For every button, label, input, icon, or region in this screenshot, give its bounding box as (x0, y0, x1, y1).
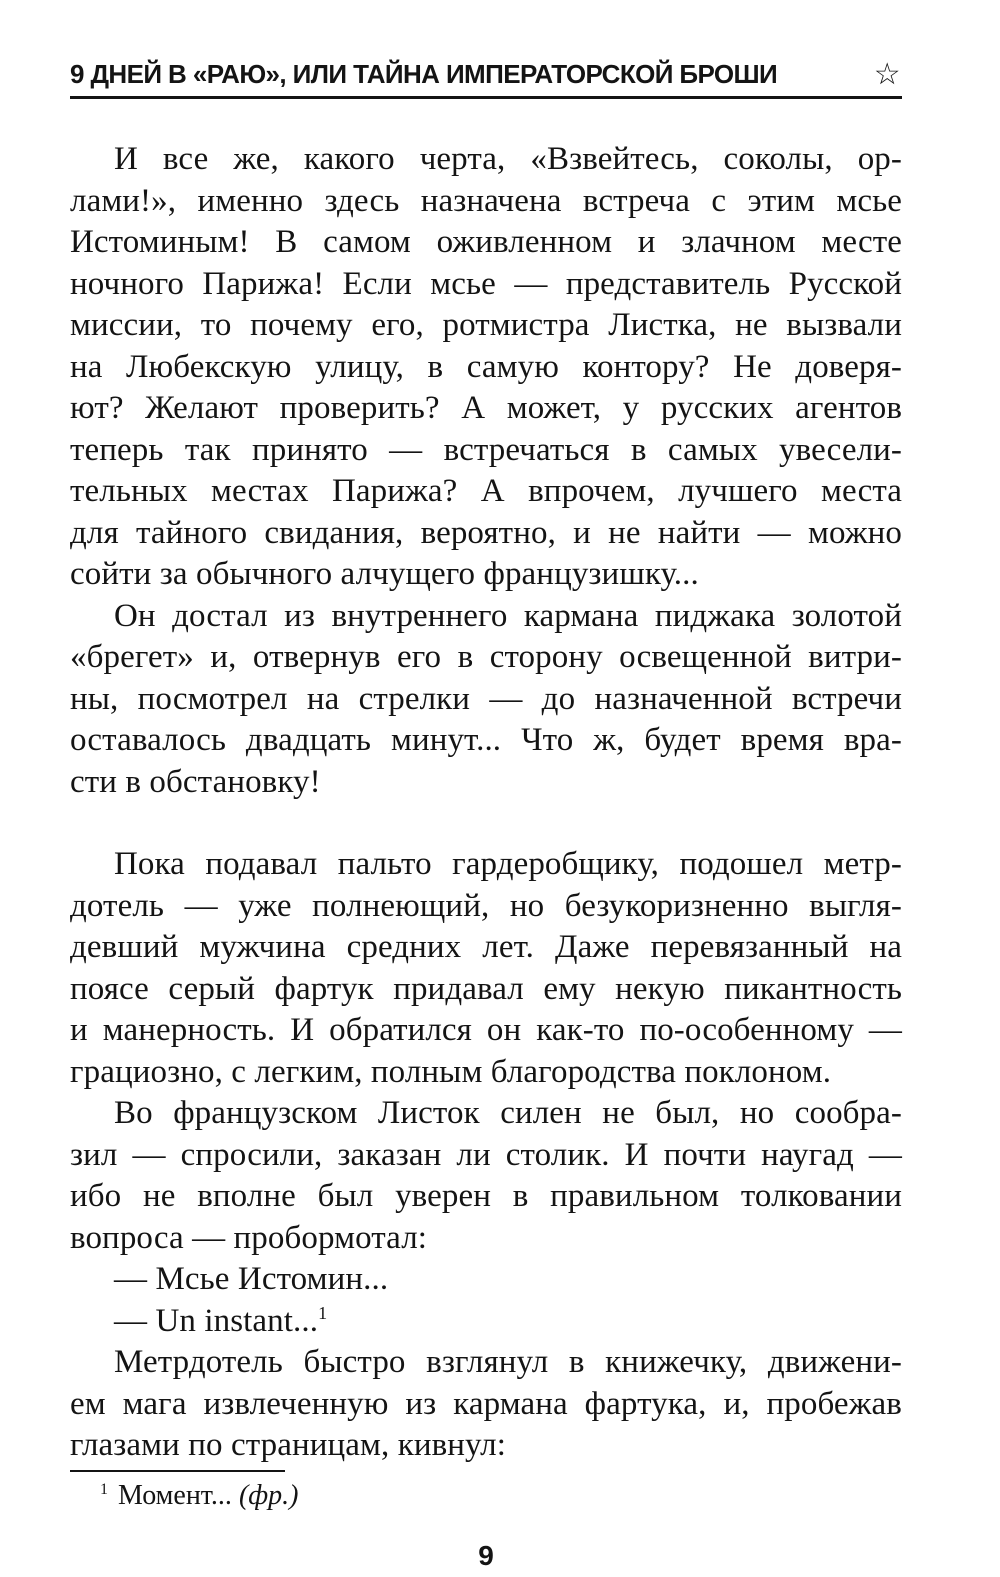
text-line: сойти за обычного алчущего французишку... (70, 556, 699, 592)
text-line: для тайного свидания, вероятно, и не найти — можно (70, 514, 902, 551)
footnote-reference[interactable]: 1 (318, 1302, 328, 1323)
text-line: И все же, какого черта, «Взвейтесь, соколы, ор- (114, 141, 902, 177)
text-line: на Любекскую улицу, в самую контору? Не доверя- (70, 348, 902, 385)
paragraph-4 (70, 1093, 902, 1259)
footnote-mark: 1 (100, 1480, 108, 1498)
paragraph-2 (70, 596, 902, 804)
body-text (70, 139, 902, 1467)
dialogue-line-1 (70, 1259, 902, 1301)
text-line: грациозно, с легким, полным благородства поклоном. (70, 1053, 832, 1090)
text-line: Во французском Листок силен не был, но сообра- (114, 1095, 902, 1131)
text-line: «брегет» и, отвернув его в сторону освещенной витри- (70, 639, 902, 675)
paragraph-3 (70, 844, 902, 1093)
text-line: ибо не вполне был уверен в правильном толковании (70, 1178, 902, 1214)
text-line: поясе серый фартук придавал ему некую пикантность (70, 970, 902, 1007)
star-icon: ☆ (873, 58, 900, 91)
footnote-text: Момент... (118, 1480, 239, 1511)
text-line: вопроса — пробормотал: (70, 1219, 428, 1256)
text-line: глазами по страницам, кивнул: (70, 1427, 507, 1463)
paragraph-5 (70, 1342, 902, 1467)
dialogue-line-2 (70, 1301, 902, 1343)
section-break (70, 803, 902, 844)
text-line (70, 1301, 902, 1343)
footnote-language-abbr: (фр.) (238, 1480, 299, 1511)
text-line: девший мужчина средних лет. Даже перевязанный на (70, 929, 902, 965)
text-line: Метрдотель быстро взглянул в книжечку, движени- (114, 1344, 902, 1380)
text-line: ют? Желают проверить? А может, у русских агентов (70, 390, 902, 426)
text-line: сти в обстановку! (70, 763, 321, 800)
text-line: ночного Парижа! Если мсье — представитель Русской (70, 265, 902, 302)
running-head-title: 9 ДНЕЙ В «РАЮ», ИЛИ ТАЙНА ИМПЕРАТОРСКОЙ БРОШИ (70, 59, 778, 89)
text-line: тельных местах Парижа? А впрочем, лучшего места (70, 473, 902, 509)
text-line: и манерность. И обратился он как-то по-особенному — (70, 1012, 902, 1048)
text-line: лами!», именно здесь назначена встреча с этим мсье (70, 182, 902, 219)
text-line: Он достал из внутреннего кармана пиджака золотой (114, 597, 902, 634)
footnote-divider (70, 1470, 285, 1472)
text-line: — Мсье Истомин... (114, 1261, 389, 1297)
text-line: ем мага извлеченную из кармана фартука, и, пробежав (70, 1385, 902, 1422)
footnote (100, 1480, 298, 1512)
text-line: дотель — уже полнеющий, но безукоризненно выгля- (70, 887, 902, 924)
text-line: теперь так принято — встречаться в самых увесели- (70, 431, 902, 468)
text-line: Пока подавал пальто гардеробщику, подошел метр- (114, 846, 902, 882)
text-line: зил — спросили, заказан ли столик. И почти наугад — (70, 1136, 902, 1173)
text-line: миссии, то почему его, ротмистра Листка, не вызвали (70, 307, 902, 343)
text-line: оставалось двадцать минут... Что ж, будет время вра- (70, 722, 902, 758)
text-line: Истоминым! В самом оживленном и злачном месте (70, 224, 902, 260)
dialogue-text: — Un instant... (114, 1302, 319, 1339)
book-page (70, 50, 902, 1570)
paragraph-1 (70, 139, 902, 596)
text-line: ны, посмотрел на стрелки — до назначенной встречи (70, 680, 902, 717)
running-head (70, 50, 902, 99)
page-number: 9 (478, 1540, 494, 1571)
